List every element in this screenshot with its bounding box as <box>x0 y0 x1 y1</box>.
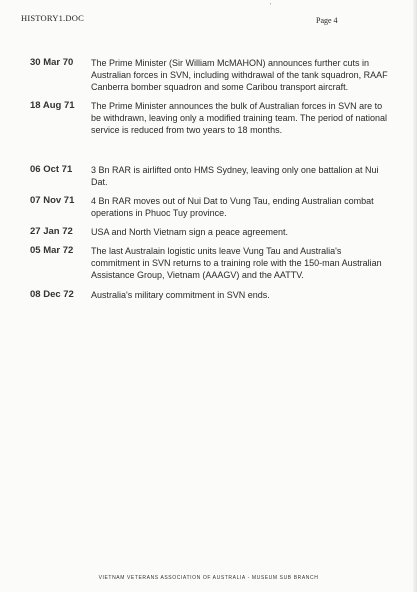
entry-date: 08 Dec 72 <box>30 289 74 300</box>
entry-date: 06 Oct 71 <box>30 164 73 175</box>
document-filename: HISTORY1.DOC <box>21 13 84 23</box>
entry-text: 3 Bn RAR is airlifted onto HMS Sydney, leaving only one battalion at Nui Dat. <box>91 165 379 187</box>
entry-date: 27 Jan 72 <box>30 226 73 237</box>
entry-date: 05 Mar 72 <box>30 245 74 256</box>
corner-mark: ' <box>270 3 272 10</box>
page-footer: VIETNAM VETERANS ASSOCIATION OF AUSTRALIA - MUSEUM SUB BRANCH <box>98 575 319 581</box>
page-edge-shadow <box>413 0 417 592</box>
entry-text: Australia's military commitment in SVN ends. <box>91 290 270 300</box>
entry-text: The last Australain logistic units leave Vung Tau and Australia's commitment in SVN returns to a training role with the 150-man Australian Assistance Group, Vietnam (AAAGV) and the AATTV. <box>91 246 382 280</box>
entry-date: 07 Nov 71 <box>30 195 75 206</box>
entry-text: The Prime Minister (Sir William McMAHON) announces further cuts in Australian forces in SVN, including withdrawal of the tank squadron, RAAF Canberra bomber squadron and some Caribou transport aircraft. <box>91 58 388 92</box>
entry-date: 30 Mar 70 <box>30 57 74 68</box>
entry-text: 4 Bn RAR moves out of Nui Dat to Vung Tau, ending Australian combat operations in Phuoc Tuy province. <box>91 196 374 218</box>
entry-date: 18 Aug 71 <box>30 100 75 111</box>
entry-text: USA and North Vietnam sign a peace agreement. <box>91 227 288 237</box>
page-number: Page 4 <box>316 16 338 25</box>
entry-text: The Prime Minister announces the bulk of Australian forces in SVN are to be withdrawn, leaving only a modified training team. The period of national service is reduced from two years to 18 months. <box>91 101 388 135</box>
